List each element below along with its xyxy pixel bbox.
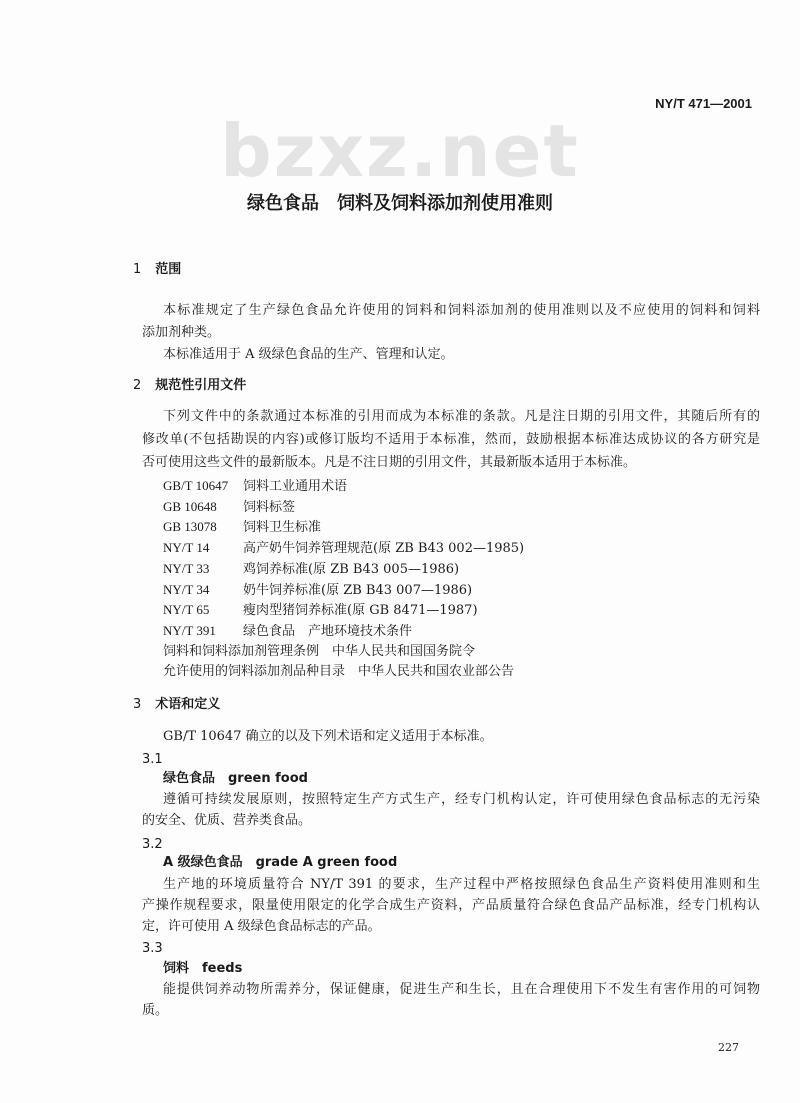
- reference-title: 鸡饲养标准(原 ZB B43 005—1986): [243, 561, 460, 577]
- reference-code: GB/T 10647: [163, 478, 229, 493]
- paragraph-line: 本标准规定了生产绿色食品允许使用的饲料和饲料添加剂的使用准则以及不应使用的饲料和饲料: [163, 303, 760, 318]
- reference-code: NY/T 65: [163, 602, 210, 618]
- reference-title: 饲料卫生标准: [243, 520, 322, 536]
- reference-code: NY/T 34: [163, 581, 210, 597]
- reference-item: [163, 602, 478, 619]
- section-heading-terms: [133, 697, 220, 713]
- reference-title: 奶牛饲养标准(原 ZB B43 007—1986): [243, 582, 473, 598]
- term-number: 3.3: [142, 941, 163, 956]
- section-title: 规范性引用文件: [155, 378, 247, 393]
- paragraph-line: 修改单(不包括勘误的内容)或修订版均不适用于本标准，然而，鼓励根据本标准达成协议的各方研究是: [142, 432, 760, 447]
- paragraph-line: 添加剂种类。: [142, 325, 221, 340]
- reference-item: [163, 478, 347, 495]
- section-number: 2: [133, 378, 142, 393]
- term-heading: 绿色食品 green food: [163, 771, 308, 786]
- page-number: 227: [718, 1041, 739, 1054]
- paragraph-line: 下列文件中的条款通过本标准的引用而成为本标准的条款。凡是注日期的引用文件，其随后所有的: [163, 409, 760, 424]
- paragraph-line: 本标准适用于 A 级绿色食品的生产、管理和认定。: [163, 347, 454, 362]
- paragraph-line: GB/T 10647 确立的以及下列术语和定义适用于本标准。: [163, 729, 493, 744]
- term-number: 3.2: [142, 837, 163, 852]
- paragraph-line: 质。: [142, 1003, 169, 1018]
- paragraph-line: 能提供饲养动物所需养分，保证健康，促进生产和生长，且在合理使用下不发生有害作用的可饲物: [163, 982, 760, 997]
- term-heading: 饲料 feeds: [163, 961, 243, 976]
- reference-code: GB 10648: [163, 498, 217, 514]
- reference-title: 饲料工业通用术语: [243, 479, 348, 494]
- reference-item: [163, 540, 524, 557]
- reference-title: 绿色食品 产地环境技术条件: [243, 623, 413, 639]
- reference-title: 高产奶牛饲养管理规范(原 ZB B43 002—1985): [243, 541, 525, 557]
- paragraph-line: 生产地的环境质量符合 NY/T 391 的要求，生产过程中严格按照绿色食品生产资料使用准则和生: [163, 877, 760, 892]
- reference-code: GB 13078: [163, 519, 217, 535]
- reference-item: [163, 644, 475, 660]
- paragraph-line: 否可使用这些文件的最新版本。凡是不注日期的引用文件，其最新版本适用于本标准。: [142, 455, 637, 470]
- section-heading-scope: [133, 262, 181, 278]
- reference-item: [163, 664, 514, 680]
- paragraph-line: 定，许可使用 A 级绿色食品标志的产品。: [142, 919, 381, 934]
- section-number: 3: [133, 697, 142, 712]
- page-title: [0, 194, 800, 214]
- reference-title: 饲料标签: [243, 499, 296, 515]
- section-title: 术语和定义: [155, 697, 221, 712]
- reference-item: [163, 623, 412, 640]
- paragraph-line: 的安全、优质、营养类食品。: [142, 813, 312, 828]
- reference-code: NY/T 33: [163, 560, 210, 576]
- term-heading: A 级绿色食品 grade A green food: [163, 855, 398, 870]
- title-part1: 绿色食品: [247, 193, 319, 214]
- reference-item: [163, 499, 295, 516]
- paragraph-line: 遵循可持续发展原则，按照特定生产方式生产，经专门机构认定，许可使用绿色食品标志的无污染: [163, 792, 760, 807]
- reference-item: [163, 582, 472, 599]
- reference-code: NY/T 391: [163, 622, 216, 638]
- reference-code: NY/T 14: [163, 540, 210, 556]
- reference-title: 饲料和饲料添加剂管理条例 中华人民共和国国务院令: [163, 643, 476, 659]
- reference-item: [163, 561, 459, 578]
- reference-item: [163, 519, 321, 536]
- term-number: 3.1: [142, 752, 163, 767]
- reference-title: 瘦肉型猪饲养标准(原 GB 8471—1987): [243, 603, 478, 619]
- title-part2: 饲料及饲料添加剂使用准则: [337, 193, 553, 214]
- reference-title: 允许使用的饲料添加剂品种目录 中华人民共和国农业部公告: [163, 664, 515, 680]
- section-number: 1: [133, 262, 142, 277]
- section-title: 范围: [155, 262, 182, 277]
- section-heading-references: [133, 378, 246, 394]
- watermark: bzxz.net: [220, 109, 580, 193]
- standard-code: NY/T 471—2001: [655, 96, 752, 111]
- paragraph-line: 产操作规程要求，限量使用限定的化学合成生产资料，产品质量符合绿色食品产品标准，经专门机构认: [142, 898, 760, 913]
